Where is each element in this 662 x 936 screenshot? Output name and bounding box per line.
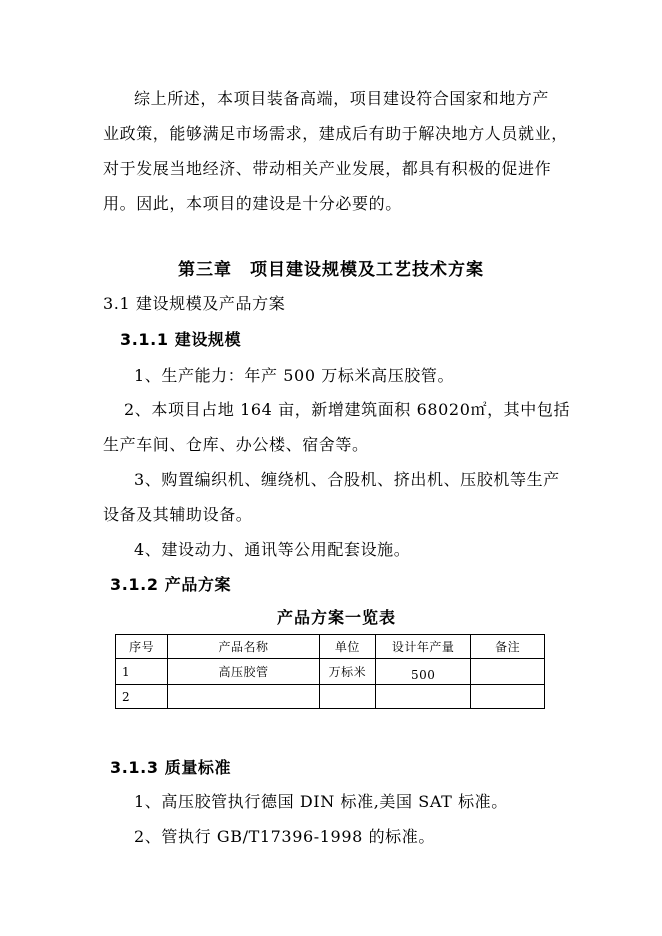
cell-remarks (471, 659, 545, 685)
scale-item-3: 3、购置编织机、缠绕机、合股机、挤出机、压胶机等生产 (134, 470, 560, 489)
intro-line-2: 业政策，能够满足市场需求，建成后有助于解决地方人员就业， (103, 124, 568, 143)
cell-product-name: 高压胶管 (168, 659, 320, 685)
cell-unit: 万标米 (319, 659, 375, 685)
intro-line-1: 综上所述，本项目装备高端，项目建设符合国家和地方产 (134, 89, 550, 108)
scale-item-1: 1、生产能力：年产 500 万标米高压胶管。 (134, 366, 455, 385)
header-annual-output: 设计年产量 (375, 635, 470, 659)
intro-line-3: 对于发展当地经济、带动相关产业发展，都具有积极的促进作 (103, 159, 552, 178)
cell-index: 2 (116, 685, 168, 709)
header-index: 序号 (116, 635, 168, 659)
product-plan-table (115, 634, 545, 709)
cell-remarks (471, 685, 545, 709)
quality-item-2: 2、管执行 GB/T17396-1998 的标准。 (134, 827, 435, 846)
cell-product-name (168, 685, 320, 709)
section-3-1-1-title: 3.1.1 建设规模 (120, 330, 242, 349)
table-row (116, 659, 545, 685)
chapter-title: 第三章 项目建设规模及工艺技术方案 (178, 260, 484, 280)
table-caption: 产品方案一览表 (277, 608, 397, 627)
scale-item-2-cont: 生产车间、仓库、办公楼、宿舍等。 (103, 435, 369, 454)
scale-item-4: 4、建设动力、通讯等公用配套设施。 (134, 540, 411, 559)
table-header-row (116, 635, 545, 659)
header-remarks: 备注 (471, 635, 545, 659)
quality-item-1: 1、高压胶管执行德国 DIN 标准,美国 SAT 标准。 (134, 792, 508, 811)
cell-annual-output: 500 (375, 659, 470, 685)
table-row (116, 685, 545, 709)
section-3-1-2-title: 3.1.2 产品方案 (110, 575, 232, 594)
section-3-1-title: 3.1 建设规模及产品方案 (103, 294, 286, 313)
header-product-name: 产品名称 (168, 635, 320, 659)
cell-unit (319, 685, 375, 709)
scale-item-3-cont: 设备及其辅助设备。 (103, 505, 253, 524)
intro-line-4: 用。因此，本项目的建设是十分必要的。 (103, 194, 402, 213)
cell-annual-output (375, 685, 470, 709)
section-3-1-3-title: 3.1.3 质量标准 (110, 758, 232, 777)
header-unit: 单位 (319, 635, 375, 659)
scale-item-2: 2、本项目占地 164 亩，新增建筑面积 68020㎡，其中包括 (124, 400, 571, 419)
cell-index: 1 (116, 659, 168, 685)
